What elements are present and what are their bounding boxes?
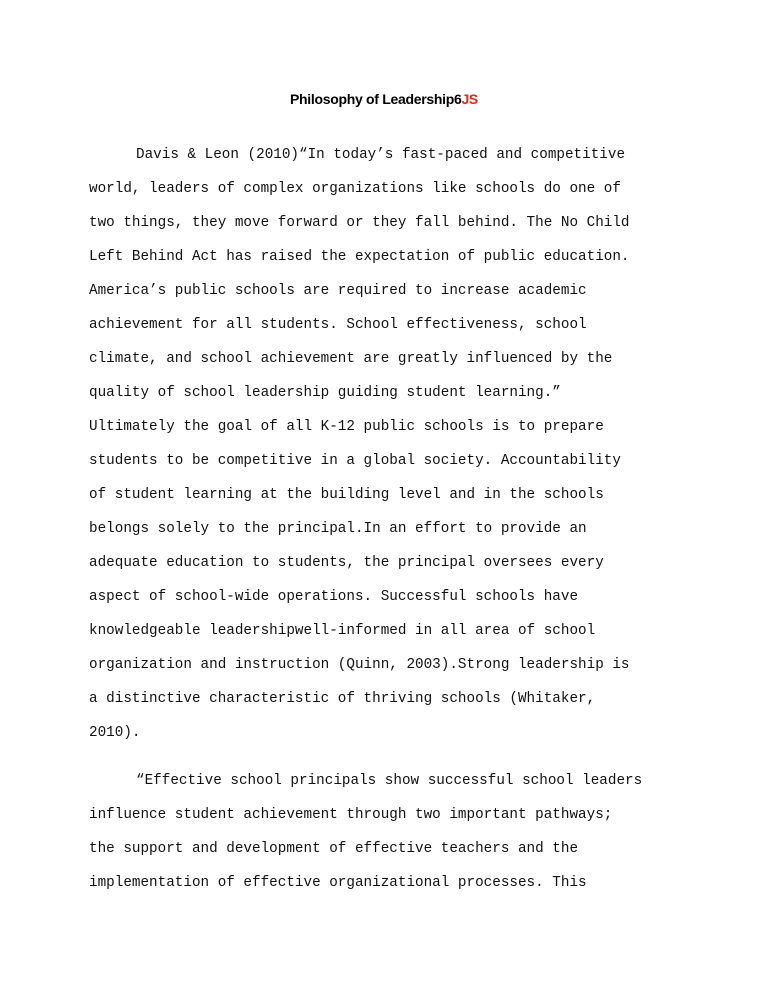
text-line: belongs solely to the principal.In an effort to provide an bbox=[89, 521, 587, 537]
text-line: implementation of effective organizational processes. This bbox=[89, 875, 587, 891]
text-line: climate, and school achievement are greatly influenced by the bbox=[89, 351, 613, 367]
title-suffix: JS bbox=[461, 91, 478, 107]
text-line: aspect of school-wide operations. Successful schools have bbox=[89, 589, 579, 605]
title-main: Philosophy of Leadership6 bbox=[290, 91, 462, 107]
text-line: “Effective school principals show successful school leaders bbox=[136, 773, 643, 789]
text-line: Ultimately the goal of all K-12 public schools is to prepare bbox=[89, 419, 604, 435]
text-line: a distinctive characteristic of thriving schools (Whitaker, bbox=[89, 691, 596, 707]
text-line: knowledgeable leadershipwell-informed in all area of school bbox=[89, 623, 596, 639]
text-line: Davis & Leon (2010)“In today’s fast-paced and competitive bbox=[136, 147, 626, 163]
text-line: students to be competitive in a global society. Accountability bbox=[89, 453, 621, 469]
text-line: Left Behind Act has raised the expectation of public education. bbox=[89, 249, 630, 265]
text-line: achievement for all students. School effectiveness, school bbox=[89, 317, 587, 333]
text-line: 2010). bbox=[89, 725, 141, 741]
text-line: adequate education to students, the principal oversees every bbox=[89, 555, 604, 571]
text-line: America’s public schools are required to increase academic bbox=[89, 283, 587, 299]
text-line: the support and development of effective teachers and the bbox=[89, 841, 579, 857]
text-line: two things, they move forward or they fall behind. The No Child bbox=[89, 215, 630, 231]
text-line: organization and instruction (Quinn, 2003).Strong leadership is bbox=[89, 657, 630, 673]
text-line: quality of school leadership guiding student learning.” bbox=[89, 385, 561, 401]
text-line: influence student achievement through two important pathways; bbox=[89, 807, 613, 823]
text-line: world, leaders of complex organizations like schools do one of bbox=[89, 181, 621, 197]
document-title bbox=[0, 91, 768, 107]
text-line: of student learning at the building level and in the schools bbox=[89, 487, 604, 503]
